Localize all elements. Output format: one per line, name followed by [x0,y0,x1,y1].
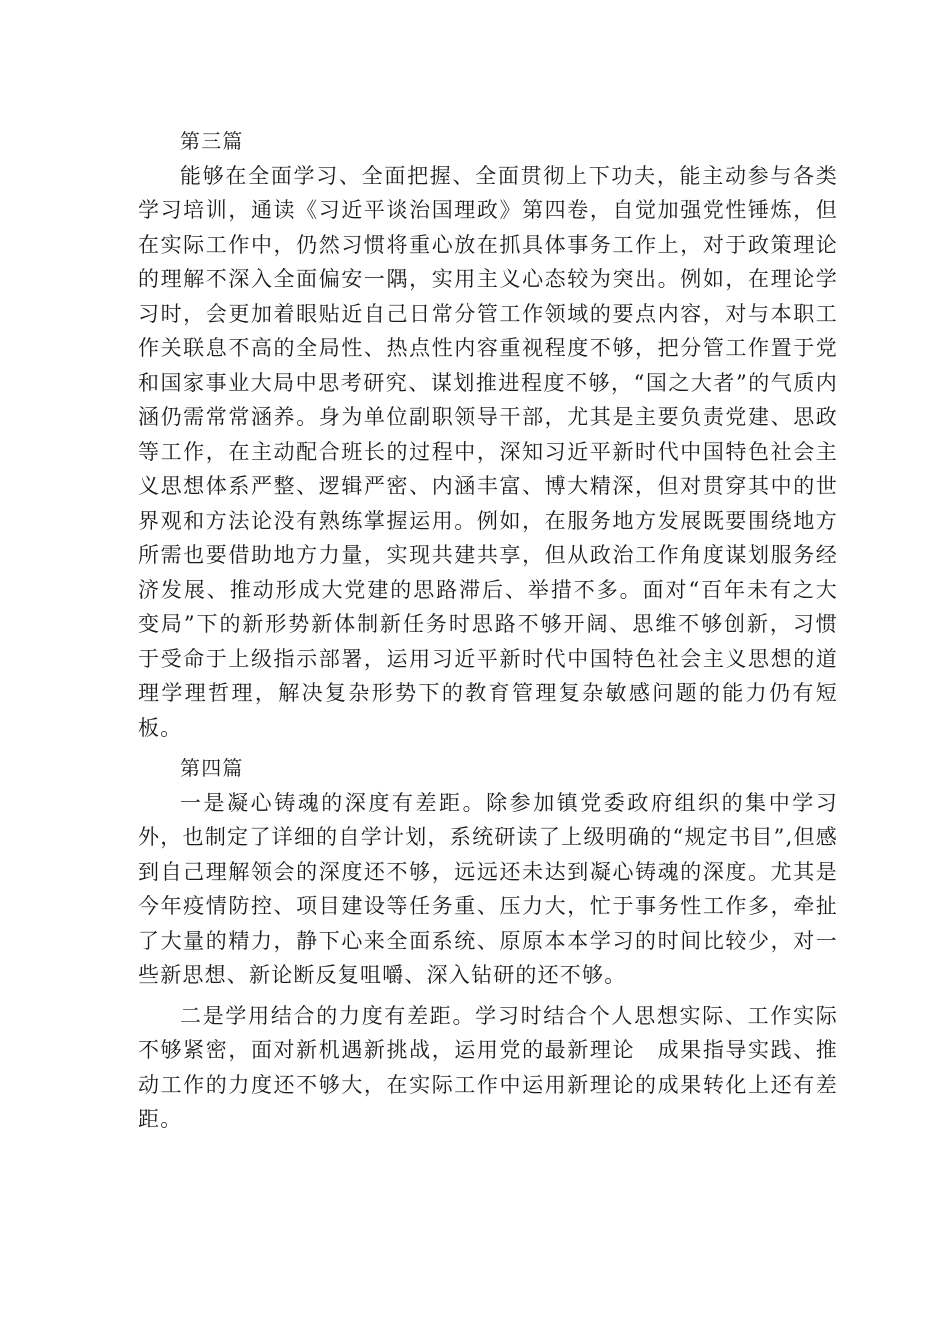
section-heading-4: 第四篇 [180,756,244,780]
section-4-paragraph-2: 二是学用结合的力度有差距。学习时结合个人思想实际、工作实际不够紧密，面对新机遇新挑战，运用党的最新理论 成果指导实践、推动工作的力度还不够大，在实际工作中运用新理论的成果转化上还有差距。 [138,1003,838,1131]
section-4-paragraph-1: 一是凝心铸魂的深度有差距。除参加镇党委政府组织的集中学习外，也制定了详细的自学计划，系统研读了上级明确的“规定书目”,但感到自己理解领会的深度还不够，远远还未达到凝心铸魂的深度。尤其是今年疫情防控、项目建设等任务重、压力大，忙于事务性工作多，牵扯了大量的精力，静下心来全面系统、原原本本学习的时间比较少，对一些新思想、新论断反复咀嚼、深入钻研的还不够。 [138,790,838,987]
section-heading-3: 第三篇 [180,129,244,153]
section-3-paragraph: 能够在全面学习、全面把握、全面贯彻上下功夫，能主动参与各类学习培训，通读《习近平谈治国理政》第四卷，自觉加强党性锤炼，但在实际工作中，仍然习惯将重心放在抓具体事务工作上，对于政策理论的理解不深入全面偏安一隅，实用主义心态较为突出。例如，在理论学习时，会更加着眼贴近自己日常分管工作领域的要点内容，对与本职工作关联息不高的全局性、热点性内容重视程度不够，把分管工作置于党和国家事业大局中思考研究、谋划推进程度不够，“国之大者”的气质内涵仍需常常涵养。身为单位副职领导干部，尤其是主要负责党建、思政等工作，在主动配合班长的过程中，深知习近平新时代中国特色社会主义思想体系严整、逻辑严密、内涵丰富、博大精深，但对贯穿其中的世界观和方法论没有熟练掌握运用。例如，在服务地方发展既要围绕地方所需也要借助地方力量，实现共建共享，但从政治工作角度谋划服务经济发展、推动形成大党建的思路滞后、举措不多。面对“百年未有之大变局”下的新形势新体制新任务时思路不够开阔、思维不够创新，习惯于受命于上级指示部署，运用习近平新时代中国特色社会主义思想的道理学理哲理，解决复杂形势下的教育管理复杂敏感问题的能力仍有短板。 [138,163,838,740]
document-body [138,124,838,1137]
